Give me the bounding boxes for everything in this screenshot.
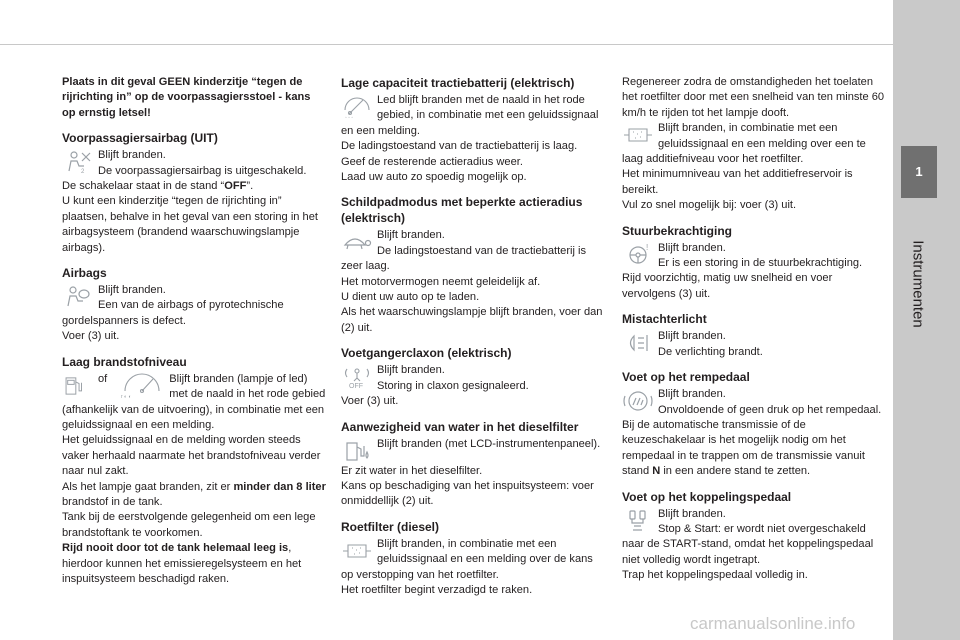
rear-fog-icon	[622, 330, 654, 356]
paragraph: Voer (3) uit.	[341, 395, 399, 408]
airbag-icon	[62, 284, 94, 310]
section-rear-fog-light	[622, 311, 888, 360]
section-title: Laag brandstofniveau	[62, 354, 187, 369]
battery-gauge-icon	[341, 94, 373, 120]
paragraph: Voer (3) uit.	[62, 330, 120, 343]
section-turtle-mode	[341, 194, 605, 336]
child-seat-warning: Plaats in dit geval GEEN kinderzitje “tegen de rijrichting in” op de voorpassagiersstoel - kans op ernstig letsel!	[62, 76, 311, 119]
chapter-title	[898, 214, 938, 354]
paragraph: Laad uw auto zo spoedig mogelijk op.	[341, 171, 527, 184]
section-title: Voorpassagiersairbag (UIT)	[62, 131, 218, 146]
line: De voorpassagiersairbag is uitgeschakeld.	[98, 164, 307, 177]
section-water-in-diesel	[341, 419, 605, 510]
section-low-fuel	[62, 354, 326, 588]
paragraph: Rijd voorzichtig, matig uw snelheid en voer vervolgens (3) uit.	[622, 272, 833, 300]
section-low-traction-battery	[341, 75, 605, 185]
off-label: OFF	[224, 180, 247, 193]
paragraph: Blijft branden (lampje of led) met de naald in het rode gebied (afhankelijk van de uitvoering), in combinatie met een geluidssignaal en een melding.	[62, 372, 326, 431]
column-2	[341, 75, 605, 607]
section-brake-pedal	[622, 369, 888, 479]
or-label: of	[98, 372, 108, 385]
paragraph: Er zit water in het dieselfilter.	[341, 464, 483, 477]
turtle-mode-icon	[341, 229, 373, 255]
paragraph: Vul zo snel mogelijk bij: voer (3) uit.	[622, 199, 797, 212]
gear-position: N	[652, 465, 661, 478]
pedestrian-horn-off-icon	[341, 364, 373, 390]
watermark: carmanualsonline.info	[690, 614, 856, 633]
line: Blijft branden.	[658, 507, 726, 520]
line: Blijft branden, in combinatie met een geluidssignaal en een melding over een te laag additiefniveau voor het roetfilter.	[622, 122, 866, 166]
line: Er is een storing in de stuurbekrachtiging.	[658, 257, 863, 270]
line: Blijft branden.	[658, 388, 726, 401]
paragraph	[62, 541, 326, 587]
section-pedestrian-horn	[341, 345, 605, 409]
horn-off-text: OFF	[349, 383, 363, 391]
chapter-title-text: Instrumenten	[909, 240, 927, 328]
text-run: in een andere stand te zetten.	[660, 465, 811, 478]
header-rule	[0, 44, 893, 45]
paragraph: De ladingstoestand van de tractiebatterij is laag.	[341, 140, 578, 153]
line: Blijft branden.	[377, 229, 445, 242]
chapter-number-box[interactable]: 1	[901, 146, 937, 198]
section-title: Voet op het rempedaal	[622, 370, 750, 385]
paragraph: U dient uw auto op te laden.	[341, 291, 480, 304]
line: Blijft branden.	[98, 149, 166, 162]
fuel-amount: minder dan 8 liter	[233, 480, 326, 493]
paragraph: Het minimumniveau van het additiefreservoir is bereikt.	[622, 168, 853, 196]
paragraph: Als het waarschuwingslampje blijft branden, voer dan (2) uit.	[341, 306, 603, 334]
power-steering-icon	[622, 242, 654, 268]
section-title: Voet op het koppelingspedaal	[622, 489, 792, 504]
section-title: Aanwezigheid van water in het dieselfilter	[341, 419, 579, 434]
text-run: ”.	[246, 180, 254, 193]
line: Blijft branden.	[98, 284, 166, 297]
line: Storing in claxon gesignaleerd.	[377, 379, 529, 392]
paragraph: Tank bij de eerstvolgende gelegenheid om een lege brandstoftank te voorkomen.	[62, 511, 316, 539]
section-particle-filter-continued	[622, 75, 888, 214]
paragraph: Onvoldoende of geen druk op het rempedaal.	[658, 403, 882, 416]
svg-text:2: 2	[81, 169, 85, 176]
section-title: Schildpadmodus met beperkte actieradius (elektrisch)	[341, 195, 583, 226]
text-run: De schakelaar staat in de stand “	[62, 180, 225, 193]
svg-text:r ◐ ◐: r ◐ ◐	[121, 393, 132, 399]
brake-pedal-icon	[622, 388, 654, 414]
text-run: , hierdoor kunnen het emissieregelsysteem en het inspuitsysteem beschadigd raken.	[62, 542, 302, 585]
clutch-pedal-icon	[622, 508, 654, 534]
fuel-pump-icon	[62, 373, 88, 399]
section-title: Roetfilter (diesel)	[341, 519, 440, 534]
text-run: Bij de automatische transmissie of de keuzeschakelaar is het mogelijk nodig om het rempedaal in te trappen om de transmissie vanuit stand	[622, 418, 865, 478]
switch-position-text	[62, 179, 326, 194]
section-title: Airbags	[62, 266, 107, 281]
paragraph: De ladingstoestand van de tractiebatterij is zeer laag.	[341, 244, 587, 273]
paragraph: Het roetfilter begint verzadigd te raken.	[341, 583, 533, 596]
paragraph: Regenereer zodra de omstandigheden het toelaten het roetfilter door met een snelheid van ten minste 60 km/h te rijden tot het lampje dooft.	[622, 76, 885, 119]
paragraph: Stop & Start: er wordt niet overgeschakeld naar de START-stand, omdat het koppelingspedaal niet volledig wordt ingetrapt.	[622, 522, 874, 566]
paragraph: U kunt een kinderzitje “tegen de rijrichting in” plaatsen, behalve in het geval van een storing in het airbagsysteem (brandend waarschuwingslampje airbags).	[62, 195, 318, 254]
section-clutch-pedal	[622, 489, 888, 584]
passenger-airbag-off-icon	[62, 149, 94, 175]
water-in-diesel-icon	[341, 438, 373, 464]
particle-filter-icon	[341, 538, 373, 564]
section-passenger-airbag-off	[62, 130, 326, 256]
text-run: Als het lampje gaat branden, zit er	[62, 480, 234, 493]
section-power-steering	[622, 223, 888, 303]
paragraph: Trap het koppelingspedaal volledig in.	[622, 569, 808, 582]
section-title: Voetgangerclaxon (elektrisch)	[341, 346, 512, 361]
section-title: Lage capaciteit tractiebatterij (elektrisch)	[341, 76, 575, 90]
paragraph: Een van de airbags of pyrotechnische gordelspanners is defect.	[62, 299, 284, 327]
line: Blijft branden.	[377, 364, 445, 377]
line: Led blijft branden met de naald in het rode gebied, in combinatie met een geluidssignaal en een melding.	[341, 94, 599, 137]
warning-text: Rijd nooit door tot de tank helemaal leeg is	[62, 542, 289, 555]
paragraph	[62, 480, 326, 511]
line: Blijft branden (met LCD-instrumentenpaneel).	[377, 437, 601, 450]
section-title: Stuurbekrachtiging	[622, 223, 733, 238]
line: Blijft branden.	[658, 330, 726, 343]
line: Blijft branden.	[658, 241, 726, 254]
particle-filter-icon	[622, 122, 654, 148]
section-airbags	[62, 265, 326, 345]
column-1	[62, 75, 326, 596]
column-3	[622, 75, 888, 593]
paragraph	[622, 418, 888, 480]
text-run: brandstof in de tank.	[62, 495, 163, 508]
line: Blijft branden, in combinatie met een geluidssignaal en een melding over de kans op verstopping van het roetfilter.	[341, 537, 593, 581]
paragraph: Het motorvermogen neemt geleidelijk af.	[341, 275, 541, 288]
line: De verlichting brandt.	[658, 345, 763, 358]
svg-text:!: !	[646, 242, 649, 252]
fuel-gauge-icon	[119, 373, 165, 399]
section-particle-filter	[341, 519, 605, 599]
section-title: Mistachterlicht	[622, 312, 707, 327]
paragraph: Het geluidssignaal en de melding worden steeds vaker herhaald naarmate het brandstofniveau verder naar nul zakt.	[62, 434, 321, 478]
paragraph: Geef de resterende actieradius weer.	[341, 155, 523, 168]
svg-text:◦ ◦ ◦: ◦ ◦ ◦	[345, 115, 354, 120]
paragraph: Kans op beschadiging van het inspuitsysteem: voer onmiddellijk (2) uit.	[341, 479, 594, 508]
